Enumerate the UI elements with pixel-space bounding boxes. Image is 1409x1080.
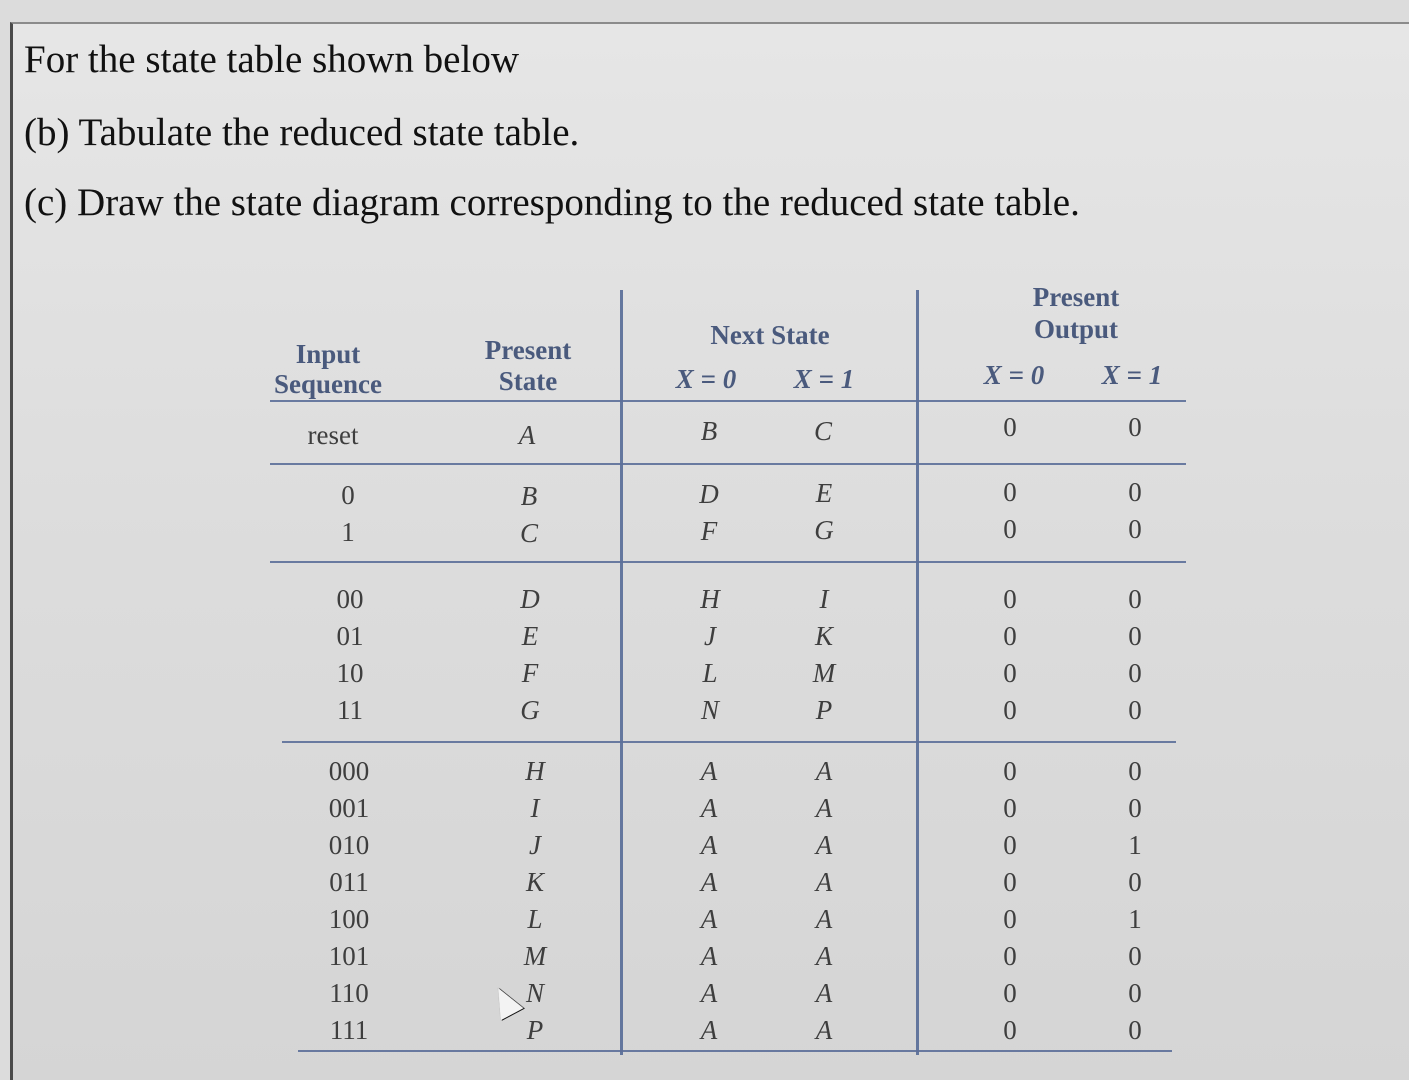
next-state-x1-cell: A bbox=[815, 904, 833, 934]
output-x0-cell: 0 bbox=[1003, 477, 1017, 507]
output-x0-cell: 0 bbox=[1003, 695, 1017, 725]
input-cell: 101 bbox=[328, 941, 370, 971]
input-cell: 10 bbox=[336, 658, 364, 688]
input-cell: 010 bbox=[328, 830, 370, 860]
next-state-x1-cell: C bbox=[813, 416, 832, 446]
output-x0-cell: 0 bbox=[1003, 621, 1017, 651]
next-state-x1-cell: A bbox=[815, 867, 833, 897]
present-output-header-bottom: Output bbox=[1033, 314, 1119, 344]
output-x1-cell: 0 bbox=[1128, 514, 1142, 544]
output-x0-group-3 bbox=[995, 581, 1025, 729]
bottom-divider bbox=[298, 1050, 1172, 1052]
next-state-x0-header: X = 0 bbox=[675, 364, 737, 394]
next-state-x0-cell: D bbox=[699, 479, 719, 509]
input-sequence-header-top: Input bbox=[295, 339, 361, 369]
next-state-x0-group-2 bbox=[694, 476, 724, 550]
present-state-cell: L bbox=[527, 904, 543, 934]
next-state-x0-cell: A bbox=[700, 793, 718, 823]
next-state-header: Next State bbox=[710, 320, 830, 350]
state-table bbox=[270, 275, 1190, 1065]
output-x0-cell: 0 bbox=[1003, 830, 1017, 860]
present-state-cell: C bbox=[519, 518, 538, 548]
input-cell: 111 bbox=[329, 1015, 369, 1045]
prompt-line-1: For the state table shown below bbox=[24, 38, 519, 81]
input-cell: 1 bbox=[341, 517, 355, 547]
output-x1-cell: 0 bbox=[1128, 793, 1142, 823]
present-state-group-2 bbox=[514, 478, 544, 552]
present-state-cell: K bbox=[525, 867, 544, 897]
present-state-header-top: Present bbox=[484, 335, 572, 365]
output-x0-group-2 bbox=[995, 474, 1025, 548]
output-x1-cell: 0 bbox=[1128, 695, 1142, 725]
output-x1-cell: 0 bbox=[1128, 1015, 1142, 1045]
next-state-x0-cell: H bbox=[700, 584, 720, 614]
input-sequence-header-bottom: Sequence bbox=[274, 369, 382, 399]
input-cell: reset bbox=[307, 420, 359, 450]
present-state-cell: B bbox=[520, 481, 538, 511]
output-x0-cell: 0 bbox=[1003, 584, 1017, 614]
next-state-x0-cell: F bbox=[700, 516, 718, 546]
present-state-group-4 bbox=[520, 753, 550, 1049]
header-divider bbox=[270, 400, 1186, 402]
present-state-group-3 bbox=[515, 581, 545, 729]
next-state-x0-cell: A bbox=[700, 978, 718, 1008]
present-state-cell: A bbox=[518, 420, 536, 450]
present-state-cell: E bbox=[521, 621, 539, 651]
next-state-x1-cell: A bbox=[815, 793, 833, 823]
next-state-x1-cell: A bbox=[815, 941, 833, 971]
group-divider-1 bbox=[270, 463, 1186, 465]
next-state-x1-group-3 bbox=[809, 581, 839, 729]
next-state-x0-group-3 bbox=[695, 581, 725, 729]
output-x1-cell: 1 bbox=[1128, 830, 1142, 860]
present-state-header-bottom: State bbox=[498, 366, 558, 396]
present-state-cell: J bbox=[529, 830, 541, 860]
present-state-cell: G bbox=[520, 695, 540, 725]
next-state-x0-cell: J bbox=[704, 621, 716, 651]
present-state-cell: I bbox=[530, 793, 540, 823]
output-x0-cell: 0 bbox=[1003, 1015, 1017, 1045]
next-state-x0-cell: L bbox=[702, 658, 718, 688]
next-state-x1-cell: G bbox=[814, 515, 834, 545]
output-x1-cell: 0 bbox=[1128, 867, 1142, 897]
output-x0-cell: 0 bbox=[1003, 756, 1017, 786]
next-state-x1-cell: P bbox=[815, 695, 833, 725]
column-divider-1 bbox=[620, 290, 623, 1055]
prompt-line-2: (b) Tabulate the reduced state table. bbox=[24, 111, 580, 154]
output-x1-cell: 0 bbox=[1128, 941, 1142, 971]
next-state-x1-cell: M bbox=[812, 658, 836, 688]
next-state-x1-cell: A bbox=[815, 756, 833, 786]
output-x0-cell: 0 bbox=[1003, 514, 1017, 544]
column-divider-2 bbox=[916, 290, 919, 1055]
next-state-x0-cell: A bbox=[700, 941, 718, 971]
next-state-x1-header: X = 1 bbox=[793, 364, 855, 394]
next-state-x1-group-2 bbox=[809, 475, 839, 549]
prompt-line-3: (c) Draw the state diagram corresponding to the reduced state table. bbox=[24, 181, 1080, 224]
next-state-x0-cell: A bbox=[700, 904, 718, 934]
output-x0-group-4 bbox=[995, 753, 1025, 1049]
next-state-x1-cell: K bbox=[814, 621, 833, 651]
next-state-x0-cell: B bbox=[700, 416, 718, 446]
input-cell: 11 bbox=[337, 695, 363, 725]
next-state-x0-cell: N bbox=[700, 695, 719, 725]
output-x0-cell: 0 bbox=[1003, 793, 1017, 823]
present-state-cell: H bbox=[525, 756, 545, 786]
next-state-x0-cell: A bbox=[700, 756, 718, 786]
next-state-x1-group-4 bbox=[809, 753, 839, 1049]
present-state-cell: P bbox=[526, 1015, 544, 1045]
output-x1-group-3 bbox=[1120, 581, 1150, 729]
input-cell: 0 bbox=[341, 480, 355, 510]
output-x1-cell: 0 bbox=[1128, 584, 1142, 614]
next-state-x1-cell: A bbox=[815, 978, 833, 1008]
next-state-x0-cell: A bbox=[700, 867, 718, 897]
present-state-cell: M bbox=[523, 941, 547, 971]
output-x1-cell: 0 bbox=[1128, 477, 1142, 507]
present-state-cell: N bbox=[525, 978, 544, 1008]
input-cell: 100 bbox=[328, 904, 370, 934]
output-x1-cell: 0 bbox=[1128, 412, 1142, 442]
output-x1-cell: 0 bbox=[1128, 978, 1142, 1008]
next-state-x1-cell: A bbox=[815, 830, 833, 860]
input-group-3 bbox=[325, 581, 375, 729]
output-x0-cell: 0 bbox=[1003, 658, 1017, 688]
present-state-cell: F bbox=[521, 658, 539, 688]
next-state-x1-cell: E bbox=[815, 478, 833, 508]
next-state-x1-cell: A bbox=[815, 1015, 833, 1045]
output-x1-cell: 0 bbox=[1128, 621, 1142, 651]
next-state-x0-cell: A bbox=[700, 1015, 718, 1045]
input-cell: 01 bbox=[336, 621, 364, 651]
input-cell: 00 bbox=[336, 584, 364, 614]
next-state-x0-group-4 bbox=[694, 753, 724, 1049]
input-cell: 011 bbox=[329, 867, 369, 897]
output-x0-cell: 0 bbox=[1003, 412, 1017, 442]
input-group-2 bbox=[328, 477, 368, 551]
input-cell: 000 bbox=[328, 756, 370, 786]
next-state-x1-cell: I bbox=[819, 584, 829, 614]
output-x1-group-4 bbox=[1120, 753, 1150, 1049]
output-x1-cell: 1 bbox=[1128, 904, 1142, 934]
present-output-header-top: Present bbox=[1032, 282, 1120, 312]
present-state-cell: D bbox=[520, 584, 540, 614]
present-output-x1-header: X = 1 bbox=[1101, 360, 1163, 390]
input-cell: 001 bbox=[328, 793, 370, 823]
next-state-x0-cell: A bbox=[700, 830, 718, 860]
group-divider-3 bbox=[282, 741, 1176, 743]
output-x0-cell: 0 bbox=[1003, 941, 1017, 971]
input-group-4 bbox=[316, 753, 382, 1049]
output-x0-cell: 0 bbox=[1003, 867, 1017, 897]
input-cell: 110 bbox=[329, 978, 369, 1008]
output-x1-cell: 0 bbox=[1128, 658, 1142, 688]
output-x0-cell: 0 bbox=[1003, 904, 1017, 934]
present-output-x0-header: X = 0 bbox=[983, 360, 1045, 390]
group-divider-2 bbox=[270, 561, 1186, 563]
output-x0-cell: 0 bbox=[1003, 978, 1017, 1008]
output-x1-cell: 0 bbox=[1128, 756, 1142, 786]
output-x1-group-2 bbox=[1120, 474, 1150, 548]
